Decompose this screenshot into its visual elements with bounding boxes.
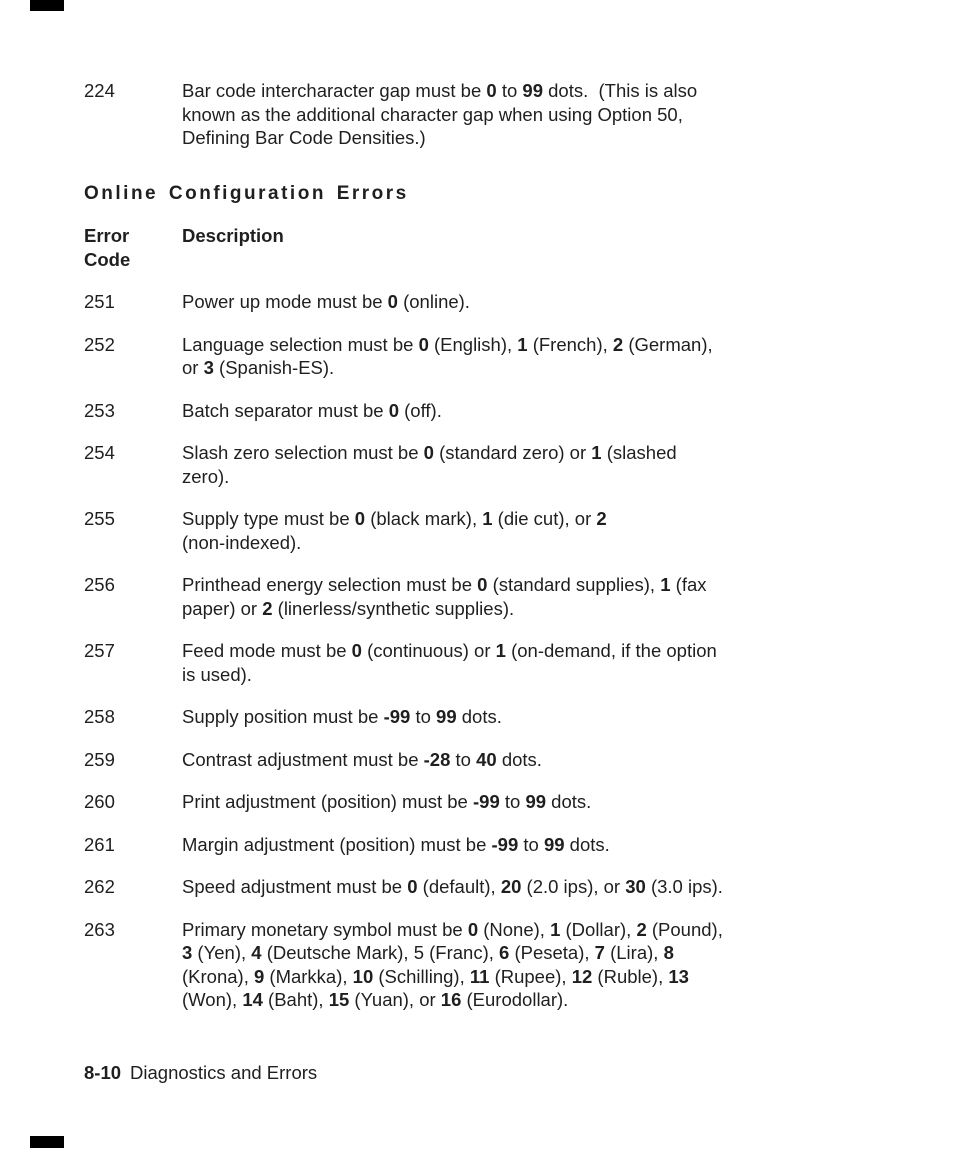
column-header-code-label: Code	[84, 248, 131, 270]
error-description: Speed adjustment must be 0 (default), 20 (2.0 ips), or 30 (3.0 ips).	[182, 876, 723, 897]
error-code: 261	[84, 833, 115, 855]
error-code: 262	[84, 876, 115, 897]
error-code: 258	[84, 706, 115, 727]
error-description: Supply position must be -99 to 99 dots.	[182, 706, 502, 727]
error-row	[84, 748, 890, 772]
error-row	[84, 875, 890, 899]
error-description: Primary monetary symbol must be 0 (None), 1 (Dollar), 2 (Pound), 3 (Yen), 4 (Deutsche Mark), 5 (Franc), 6 (Peseta), 7 (Lira), 8 (Krona), 9 (Markka), 10 (Schilling), 11 (Rupee), 12 (Ruble), 13 (Won), 14 (Baht), 15 (Yuan), or 16 (Eurodollar).	[182, 918, 723, 1010]
error-row	[84, 441, 890, 488]
error-row	[84, 507, 890, 554]
error-code: 252	[84, 333, 115, 355]
table-header	[84, 224, 890, 271]
error-code: 257	[84, 640, 115, 661]
error-row	[84, 79, 890, 150]
page-edge-mark-bottom	[30, 1136, 64, 1148]
error-row	[84, 399, 890, 423]
error-code: 260	[84, 791, 115, 812]
error-description: Batch separator must be 0 (off).	[182, 399, 442, 421]
error-row	[84, 333, 890, 380]
error-row	[84, 639, 890, 686]
page-edge-mark-top	[30, 0, 64, 11]
error-code: 254	[84, 442, 115, 463]
error-code: 224	[84, 80, 115, 101]
error-description: Print adjustment (position) must be -99 to 99 dots.	[182, 791, 592, 812]
error-code: 251	[84, 291, 115, 312]
error-code: 256	[84, 574, 115, 595]
error-code: 259	[84, 748, 115, 770]
error-row	[84, 705, 890, 729]
error-code: 253	[84, 399, 115, 421]
error-row	[84, 290, 890, 314]
error-description: Margin adjustment (position) must be -99 to 99 dots.	[182, 833, 610, 855]
column-header-error-code	[84, 224, 182, 271]
error-description: Slash zero selection must be 0 (standard zero) or 1 (slashed zero).	[182, 442, 677, 487]
error-description: Printhead energy selection must be 0 (standard supplies), 1 (fax paper) or 2 (linerless/synthetic supplies).	[182, 574, 707, 619]
column-header-error-label: Error	[84, 225, 130, 246]
error-row	[84, 790, 890, 814]
error-row	[84, 918, 890, 1012]
page-content	[84, 79, 890, 1031]
error-row	[84, 833, 890, 857]
intro-entries	[84, 79, 890, 150]
footer-page-number: 8-10	[84, 1062, 122, 1083]
error-code: 255	[84, 508, 115, 529]
page-footer	[84, 1061, 317, 1085]
error-code: 263	[84, 918, 115, 940]
error-description: Feed mode must be 0 (continuous) or 1 (on-demand, if the option is used).	[182, 640, 717, 685]
error-entries	[84, 290, 890, 1012]
error-description: Supply type must be 0 (black mark), 1 (die cut), or 2 (non-indexed).	[182, 508, 607, 553]
column-header-description	[182, 224, 890, 271]
column-header-description-label: Description	[182, 225, 284, 246]
error-description: Power up mode must be 0 (online).	[182, 291, 470, 312]
error-description: Bar code intercharacter gap must be 0 to 99 dots. (This is also known as the additional character gap when using Option 50, Defining Bar Code Densities.)	[182, 80, 698, 148]
error-description: Language selection must be 0 (English), 1 (French), 2 (German), or 3 (Spanish-ES).	[182, 333, 713, 378]
section-heading: Online Configuration Errors	[84, 182, 409, 204]
error-row	[84, 573, 890, 620]
footer-chapter-title: Diagnostics and Errors	[130, 1062, 318, 1083]
error-description: Contrast adjustment must be -28 to 40 dots.	[182, 748, 542, 770]
